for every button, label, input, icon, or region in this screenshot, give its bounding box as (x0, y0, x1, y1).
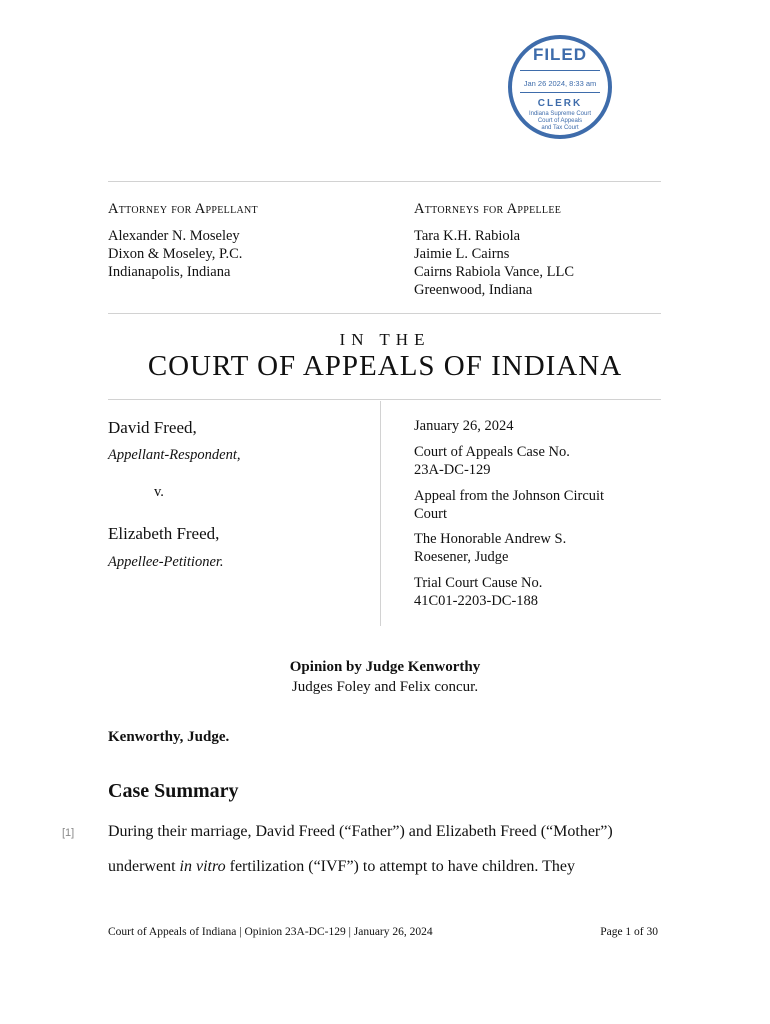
divider (108, 399, 661, 400)
appellee-counsel-heading: Attorneys for Appellee (414, 201, 562, 217)
counsel-line: Cairns Rabiola Vance, LLC (414, 264, 575, 280)
page-number: Page 1 of 30 (600, 926, 658, 938)
cause-number-block (414, 574, 654, 610)
counsel-line: Tara K.H. Rabiola (414, 228, 521, 244)
appellant-name: David Freed, (108, 418, 197, 437)
stamp-divider (520, 92, 600, 93)
counsel-line: Alexander N. Moseley (108, 228, 240, 244)
stamp-court-line: Court of Appeals (537, 118, 583, 124)
stamp-filed-text: FILED (532, 45, 588, 64)
counsel-line: Indianapolis, Indiana (108, 264, 231, 280)
appellant-counsel-heading: Attorney for Appellant (108, 201, 258, 217)
appellee-counsel (414, 200, 574, 299)
decision-date: January 26, 2024 (414, 418, 514, 434)
appellant-counsel (108, 200, 258, 281)
appeal-from-block (414, 487, 654, 523)
appeal-from-line: Appeal from the Johnson Circuit (414, 488, 605, 504)
paragraph-text: underwent (108, 858, 180, 875)
filed-stamp (508, 35, 612, 139)
stamp-divider (520, 70, 600, 71)
appellant-role: Appellant-Respondent, (108, 447, 241, 463)
appeal-from-line: Court (414, 506, 448, 522)
court-prefix: IN THE (339, 330, 431, 349)
stamp-court-line: Indiana Supreme Court (528, 111, 592, 117)
paragraph-italic: in vitro (179, 858, 226, 875)
trial-judge-line: Roesener, Judge (414, 549, 509, 565)
stamp-court (512, 111, 608, 132)
stamp-date: Jan 26 2024, 8:33 am (523, 79, 597, 88)
case-number-label: Court of Appeals Case No. (414, 444, 570, 460)
appellee-role: Appellee-Petitioner. (108, 554, 224, 570)
trial-judge-line: The Honorable Andrew S. (414, 531, 567, 547)
paragraph-number: [1] (62, 827, 75, 839)
paragraph-text: fertilization (“IVF”) to attempt to have children. They (225, 858, 575, 875)
case-number: 23A-DC-129 (414, 462, 491, 478)
opinion-author-line: Opinion by Judge Kenworthy (289, 659, 481, 675)
paragraph-line: During their marriage, David Freed (“Father”) and Elizabeth Freed (“Mother”) (108, 823, 613, 840)
cause-number: 41C01-2203-DC-188 (414, 593, 539, 609)
case-number-block (414, 443, 654, 479)
counsel-line: Greenwood, Indiana (414, 282, 533, 298)
stamp-court-line: and Tax Court (541, 125, 579, 131)
divider (108, 313, 661, 314)
counsel-line: Jaimie L. Cairns (414, 246, 510, 262)
divider (108, 181, 661, 182)
court-name: COURT OF APPEALS OF INDIANA (147, 350, 623, 382)
versus: v. (154, 484, 164, 500)
section-heading: Case Summary (108, 780, 239, 802)
concurring-judges: Judges Foley and Felix concur. (291, 679, 479, 695)
caption-divider (380, 401, 381, 626)
appellee-name: Elizabeth Freed, (108, 524, 220, 543)
footer-citation: Court of Appeals of Indiana | Opinion 23A-DC-129 | January 26, 2024 (108, 926, 433, 938)
stamp-clerk: CLERK (537, 98, 583, 109)
trial-judge-block (414, 530, 654, 566)
opinion-author: Kenworthy, Judge. (108, 729, 230, 745)
cause-number-label: Trial Court Cause No. (414, 575, 543, 591)
paragraph-line (108, 858, 575, 876)
counsel-line: Dixon & Moseley, P.C. (108, 246, 243, 262)
